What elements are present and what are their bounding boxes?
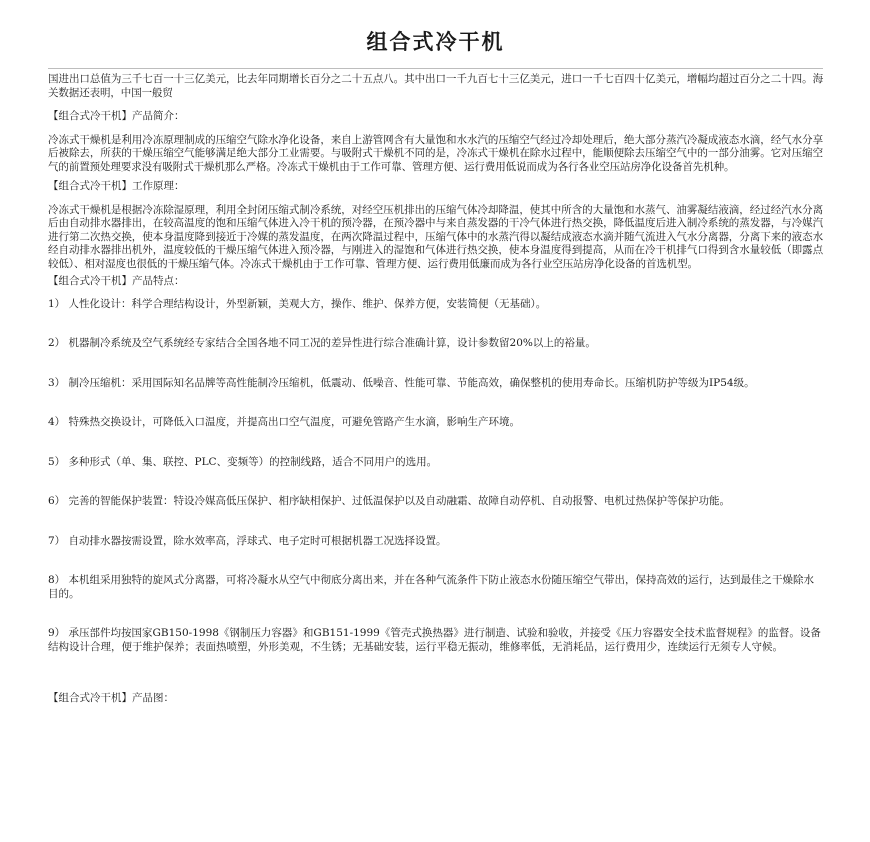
feature-item-2: 2） 机器制冷系统及空气系统经专家结合全国各地不同工况的差异性进行综合准确计算，设计参数留20%以上的裕量。: [48, 337, 596, 349]
section-heading-principle: 【组合式冷干机】工作原理：: [48, 180, 185, 192]
title-divider: [48, 68, 823, 69]
feature-item-5: 5） 多种形式（单、集、联控、PLC、变频等）的控制线路，适合不同用户的选用。: [48, 455, 438, 468]
section-heading-intro: 【组合式冷干机】产品简介：: [48, 110, 185, 122]
feature-item-4: 4） 特殊热交换设计，可降低入口温度，并提高出口空气温度，可避免管路产生水滴，影响生产环境。: [48, 416, 521, 428]
feature-item-9: 9） 承压部件均按国家GB150-1998《钢制压力容器》和GB151-1999《管壳式换热器》进行制造、试验和验收，并接受《压力容器安全技术监督规程》的监督。设备结构设计合理，便于维护保养；表面热喷塑，外形美观，不生锈；无基础安装，运行平稳无振动，维修率低，无消耗品，运行费用少，连续运行无须专人守候。: [48, 627, 821, 653]
feature-item-8: 8） 本机组采用独特的旋风式分离器，可将冷凝水从空气中彻底分离出来，并在各种气流条件下防止液态水份随压缩空气带出，保持高效的运行，达到最佳之干燥除水目的。: [48, 574, 815, 600]
intro-paragraph: 国进出口总值为三千七百一十三亿美元，比去年同期增长百分之二十五点八。其中出口一千九百七十三亿美元，进口一千七百四十亿美元，增幅均超过百分之二十四。海关数据还表明，中国一般贸: [48, 73, 823, 99]
document-page: [48, 0, 823, 706]
section-heading-features: 【组合式冷干机】产品特点：: [48, 275, 185, 287]
feature-item-6: 6） 完善的智能保护装置：特设冷媒高低压保护、相序缺相保护、过低温保护以及自动融霜、故障自动停机、自动报警、电机过热保护等保护功能。: [48, 495, 731, 507]
paragraph-intro-body: 冷冻式干燥机是利用冷冻原理制成的压缩空气除水净化设备，来自上游管网含有大量饱和水水汽的压缩空气经过冷却处理后，绝大部分蒸汽冷凝成液态水滴，经气水分享后被除去，所获的干燥压缩空气能够满足绝大部分工业需要。与吸附式干燥机不同的是，冷冻式干燥机在除水过程中，能顺便除去压缩空气中的一部分油雾。它对压缩空气的前置预处理要求没有吸附式干燥机那么严格。冷冻式干燥机由于工作可靠、管理方便、运行费用低说而成为各行各业空压站房净化设备首先机种。: [48, 133, 823, 173]
section-heading-images: 【组合式冷干机】产品图：: [48, 692, 174, 704]
paragraph-principle-body: 冷冻式干燥机是根据冷冻除湿原理，利用全封闭压缩式制冷系统，对经空压机排出的压缩气体冷却降温，使其中所含的大量饱和水蒸气、油雾凝结液滴，经过经汽水分离后由自动排水器排出，在较高温度的饱和压缩气体进入冷干机的预冷器，在预冷器中与来自蒸发器的干冷气体进行热交换，降低温度后进入制冷系统的蒸发器，与冷媒汽进行第二次热交换，使本身温度降到接近于冷媒的蒸发温度，在两次降温过程中，压缩气体中的水蒸汽得以凝结成液态水滴并随气流进入气水分离器，分离下来的液态水经自动排水器排出机外，温度较低的干燥压缩气体进入预冷器，与刚进入的湿饱和气体进行热交换，使本身温度得到提高，从而在冷干机排气口得到含水量较低（即露点较低）、相对湿度也很低的干燥压缩气体。冷冻式干燥机由于工作可靠、管理方便、运行费用低廉而成为各行业空压站房净化设备的首选机型。: [48, 203, 823, 270]
feature-item-1: 1） 人性化设计：科学合理结构设计，外型新颖，美观大方，操作、维护、保养方便，安装简便（无基础）。: [48, 297, 547, 310]
feature-item-3: 3） 制冷压缩机：采用国际知名品牌等高性能制冷压缩机，低震动、低噪音、性能可靠、节能高效，确保整机的使用寿命长。压缩机防护等级为IP54级。: [48, 376, 755, 389]
page-title: 组合式冷干机: [366, 29, 505, 54]
feature-item-7: 7） 自动排水器按需设置，除水效率高，浮球式、电子定时可根据机器工况选择设置。: [48, 534, 447, 547]
